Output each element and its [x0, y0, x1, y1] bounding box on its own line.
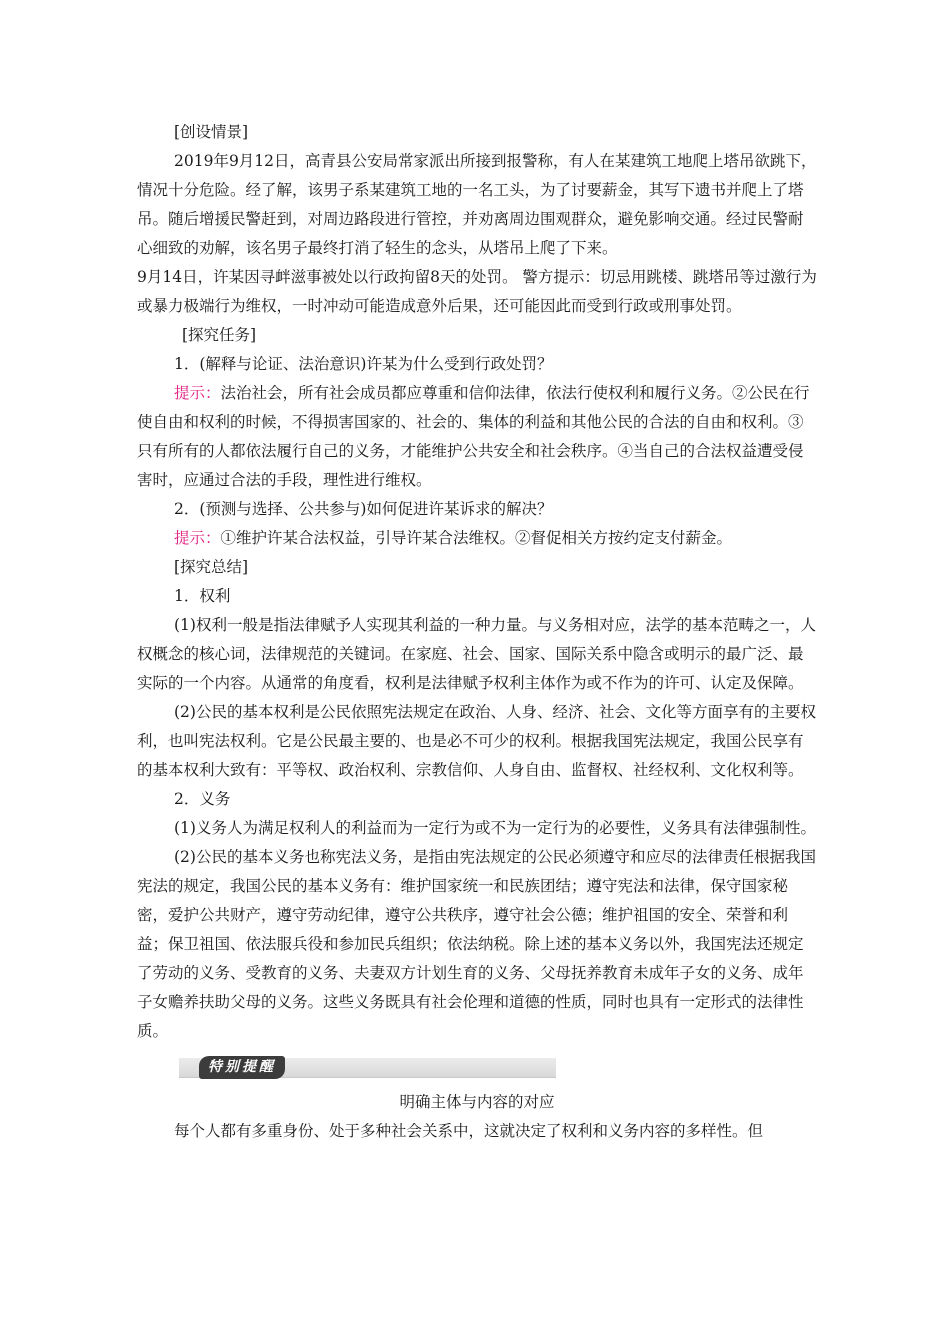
question-1: 1．(解释与论证、法治意识)许某为什么受到行政处罚？ [174, 355, 553, 373]
special-note-text: 每个人都有多重身份、处于多种社会关系中，这就决定了权利和义务内容的多样性。但 [174, 1122, 764, 1140]
duties-title: 2．义务 [174, 790, 231, 808]
document-body [137, 118, 817, 1146]
hint-label: 提示： [174, 529, 221, 547]
answer-2 [137, 524, 817, 553]
answer-1-text: 法治社会，所有社会成员都应尊重和信仰法律，依法行使权利和履行义务。②公民在行使自由和权利的时候，不得损害国家的、社会的、集体的利益和其他公民的合法的自由和权利。③只有所有的人都依法履行自己的义务，才能维护公共安全和社会秩序。④当自己的合法权益遭受侵害时，应通过合法的手段，理性进行维权。 [137, 384, 810, 489]
special-note-title: 明确主体与内容的对应 [399, 1093, 555, 1111]
scenario-paragraph: 2019年9月12日，高青县公安局常家派出所接到报警称，有人在某建筑工地爬上塔吊欲跳下，情况十分危险。经了解，该男子系某建筑工地的一名工头，为了讨要薪金，其写下遗书并爬上了塔吊。随后增援民警赶到，对周边路段进行管控，并劝离周边围观群众，避免影响交通。经过民警耐心细致的劝解，该名男子最终打消了轻生的念头，从塔吊上爬了下来。 [137, 152, 817, 257]
question-2: 2．(预测与选择、公共参与)如何促进许某诉求的解决？ [174, 500, 553, 518]
banner-label: 特别提醒 [199, 1056, 285, 1079]
rights-title: 1．权利 [174, 587, 231, 605]
section-heading-scenario: [创设情景] [174, 123, 249, 141]
rights-paragraph-2: (2)公民的基本权利是公民依照宪法规定在政治、人身、经济、社会、文化等方面享有的主要权利，也叫宪法权利。它是公民最主要的、也是必不可少的权利。根据我国宪法规定，我国公民享有的基本权利大致有：平等权、政治权利、宗教信仰、人身自由、监督权、社经权利、文化权利等。 [137, 703, 816, 779]
section-heading-summary: [探究总结] [174, 558, 249, 576]
answer-2-text: ①维护许某合法权益，引导许某合法维权。②督促相关方按约定支付薪金。 [220, 529, 733, 547]
rights-paragraph-1: (1)权利一般是指法律赋予人实现其利益的一种力量。与义务相对应，法学的基本范畴之一，人权概念的核心词，法律规范的关键词。在家庭、社会、国家、国际关系中隐含或明示的最广泛、最实际的一个内容。从通常的角度看，权利是法律赋予权利主体作为或不作为的许可、认定及保障。 [137, 616, 816, 692]
banner-bar [179, 1058, 556, 1078]
duties-paragraph-2: (2)公民的基本义务也称宪法义务，是指由宪法规定的公民必须遵守和应尽的法律责任根据我国宪法的规定，我国公民的基本义务有：维护国家统一和民族团结；遵守宪法和法律，保守国家秘密，爱护公共财产，遵守劳动纪律，遵守公共秩序，遵守社会公德；维护祖国的安全、荣誉和利益；保卫祖国、依法服兵役和参加民兵组织；依法纳税。除上述的基本义务以外，我国宪法还规定了劳动的义务、受教育的义务、夫妻双方计划生育的义务、父母抚养教育未成年子女的义务、成年子女赡养扶助父母的义务。这些义务既具有社会伦理和道德的性质，同时也具有一定形式的法律性质。 [137, 848, 816, 1040]
hint-label: 提示： [174, 384, 221, 402]
answer-1 [137, 379, 817, 495]
duties-paragraph-1: (1)义务人为满足权利人的利益而为一定行为或不为一定行为的必要性，义务具有法律强制性。 [174, 819, 816, 837]
scenario-paragraph-2: 9月14日，许某因寻衅滋事被处以行政拘留8天的处罚。 警方提示：切忌用跳楼、跳塔吊等过激行为或暴力极端行为维权，一时冲动可能造成意外后果，还可能因此而受到行政或刑事处罚。 [137, 268, 817, 315]
special-note-banner [137, 1050, 817, 1088]
section-heading-task: [探究任务] [182, 326, 257, 344]
